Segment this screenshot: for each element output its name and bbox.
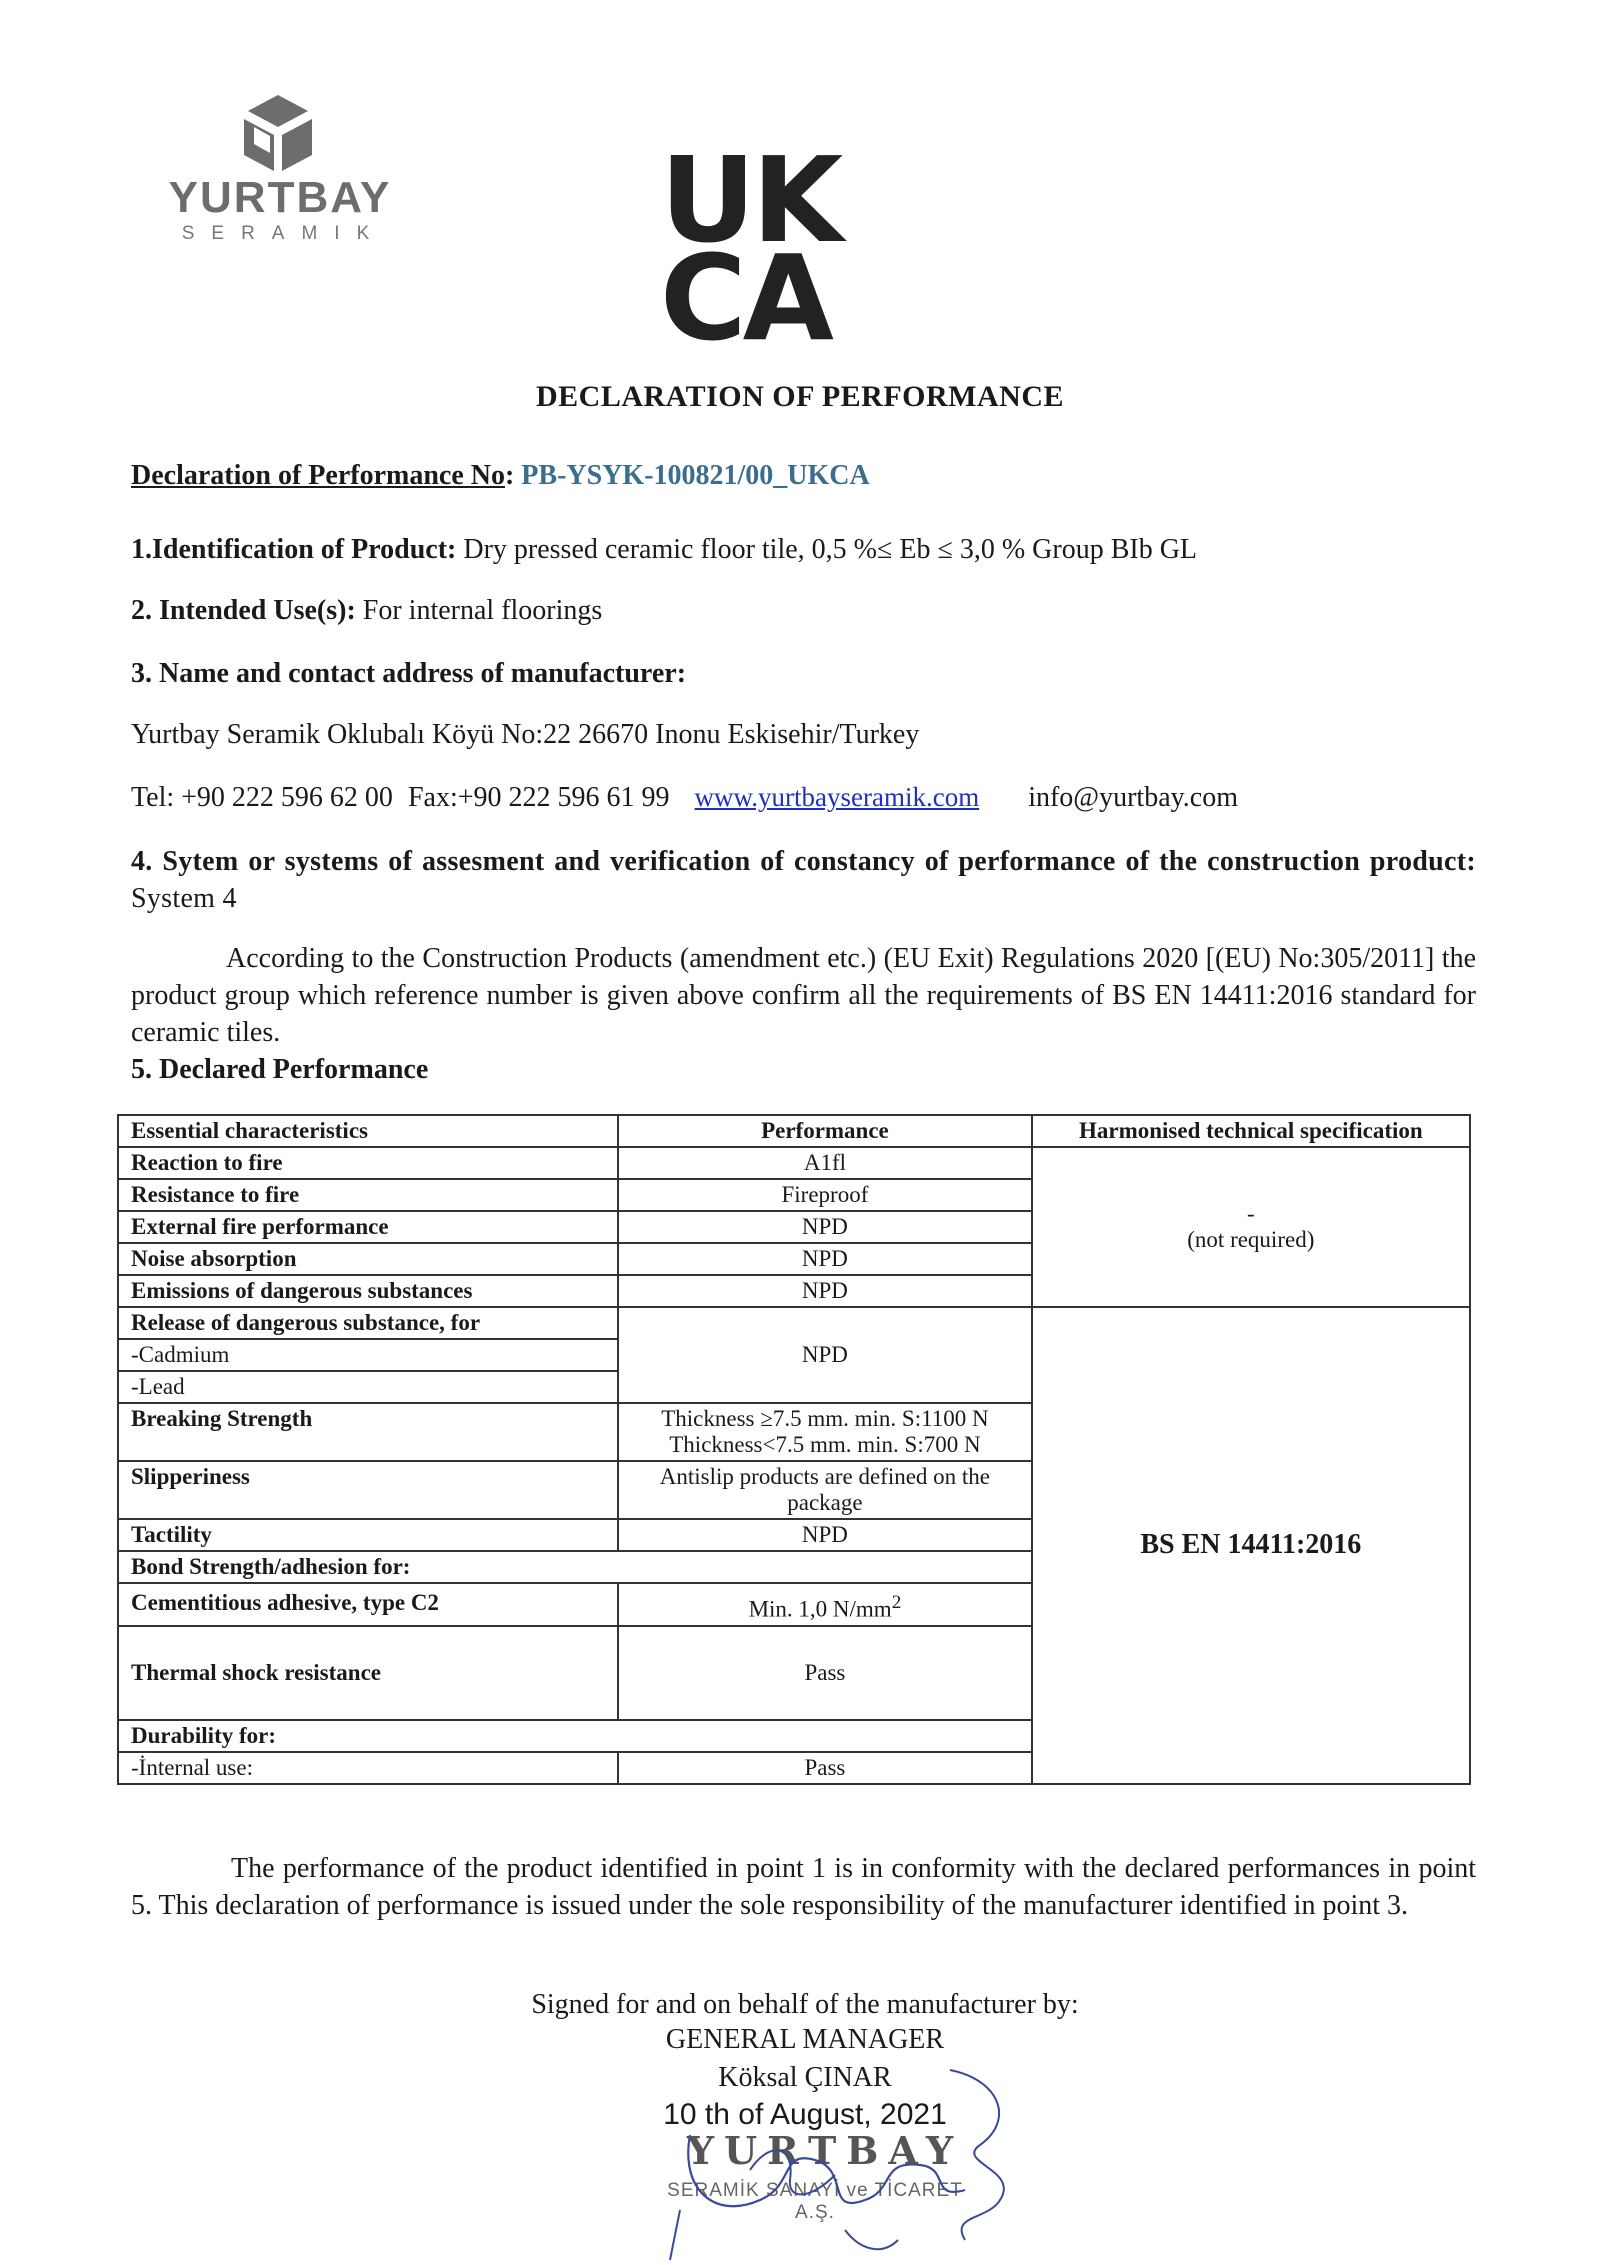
signed-on-behalf: Signed for and on behalf of the manufacturer by: (531, 1989, 1079, 2020)
product-identification (131, 532, 1476, 568)
performance-cell: NPD (618, 1243, 1031, 1275)
ukca-mark (660, 131, 870, 367)
characteristic-cell: Reaction to fire (118, 1147, 618, 1179)
declared-performance-heading (131, 1052, 1476, 1088)
handwritten-signature (620, 2050, 1040, 2265)
table-row (118, 1307, 1470, 1339)
spec-not-required: (not required) (1187, 1227, 1315, 1252)
item2-text: For internal floorings (362, 595, 603, 626)
item1-label: 1.Identification of Product: (131, 534, 457, 565)
item3-label: 3. Name and contact address of manufacturer: (131, 658, 687, 689)
characteristic-cell: Tactility (118, 1519, 618, 1551)
characteristic-cell: External fire performance (118, 1211, 618, 1243)
performance-cell: Pass (618, 1626, 1031, 1720)
regulation-paragraph: According to the Construction Products (amendment etc.) (EU Exit) Regulations 2020 [(EU) No:305/2011] the product group which reference number is given above confirm all the requirements of BS EN 14411:2016 standard for ceramic tiles. (131, 943, 1476, 1048)
logo-wordmark: YURTBAY (168, 173, 392, 222)
performance-cell (618, 1403, 1031, 1461)
adhesion-value: Min. 1,0 N/mm (748, 1596, 892, 1622)
characteristic-cell: Resistance to fire (118, 1179, 618, 1211)
performance-cell: Pass (618, 1752, 1031, 1784)
characteristic-cell: Thermal shock resistance (118, 1626, 618, 1720)
website-link[interactable]: www.yurtbayseramik.com (694, 782, 980, 812)
performance-cell: NPD (618, 1211, 1031, 1243)
item2-label: 2. Intended Use(s): (131, 595, 356, 626)
performance-cell: NPD (618, 1275, 1031, 1307)
dop-number-value: PB-YSYK-100821/00_UKCA (521, 460, 870, 491)
item1-text: Dry pressed ceramic floor tile, 0,5 %≤ Eb ≤ 3,0 % Group BIb GL (463, 534, 1198, 565)
yurtbay-logo (145, 95, 415, 255)
conformity-statement: The performance of the product identified in point 1 is in conformity with the declared performances in point 5. This declaration of performance is issued under the sole responsibility of the manufacturer identified in point 3. (131, 1853, 1476, 1921)
performance-table (117, 1114, 1471, 1785)
manufacturer-address: Yurtbay Seramik Oklubalı Köyü No:22 26670 Inonu Eskisehir/Turkey (131, 719, 920, 750)
dop-number-label: Declaration of Performance No (131, 460, 505, 491)
dop-number-line: Declaration of Performance No: PB-YSYK-100821/00_UKCA (131, 460, 870, 491)
breaking-strength-line2: Thickness<7.5 mm. min. S:700 N (669, 1432, 981, 1457)
characteristic-cell: Bond Strength/adhesion for: (118, 1551, 1032, 1583)
header-performance: Performance (618, 1115, 1031, 1147)
assessment-system (131, 843, 1476, 917)
document-title: DECLARATION OF PERFORMANCE (536, 380, 1064, 413)
performance-cell: Antislip products are defined on the package (618, 1461, 1031, 1519)
characteristic-cell: -İnternal use: (118, 1752, 618, 1784)
performance-cell: NPD (618, 1307, 1031, 1403)
characteristic-cell: Release of dangerous substance, for (118, 1307, 618, 1339)
adhesion-unit-exponent: 2 (891, 1592, 902, 1613)
performance-cell (618, 1583, 1031, 1626)
characteristic-cell: Slipperiness (118, 1461, 618, 1519)
manufacturer-heading (131, 656, 1476, 692)
stamp-company-name: YURTBAY (686, 2128, 964, 2173)
spec-standard-cell: BS EN 14411:2016 (1032, 1307, 1470, 1784)
item4-text: System 4 (131, 883, 237, 914)
characteristic-cell: Noise absorption (118, 1243, 618, 1275)
breaking-strength-line1: Thickness ≥7.5 mm. min. S:1100 N (661, 1406, 989, 1431)
intended-use (131, 593, 1476, 629)
ukca-mark-line2: CA (660, 229, 830, 367)
contact-tel: Tel: +90 222 596 62 00 (131, 782, 393, 813)
logo-cube-icon (240, 95, 316, 173)
signature-date: 10 th of August, 2021 (663, 2098, 947, 2131)
signatory-title: GENERAL MANAGER (665, 2024, 945, 2055)
characteristic-cell: Cementitious adhesive, type C2 (118, 1583, 618, 1626)
performance-cell: NPD (618, 1519, 1031, 1551)
contact-email: info@yurtbay.com (1028, 782, 1239, 813)
ukca-mark-line1: UK (660, 131, 840, 269)
characteristic-cell: Durability for: (118, 1720, 1032, 1752)
spec-dash: - (1246, 1201, 1255, 1226)
item5-label: 5. Declared Performance (131, 1054, 429, 1085)
performance-cell: Fireproof (618, 1179, 1031, 1211)
performance-cell: A1fl (618, 1147, 1031, 1179)
signatory-name: Köksal ÇINAR (718, 2062, 892, 2093)
table-row (118, 1147, 1470, 1179)
stamp-company-subtitle: SERAMİK SANAYİ ve TİCARET A.Ş. (667, 2180, 963, 2223)
characteristic-cell: Breaking Strength (118, 1403, 618, 1461)
characteristic-cell: -Cadmium (118, 1339, 618, 1371)
characteristic-cell: -Lead (118, 1371, 618, 1403)
contact-line (131, 779, 1476, 816)
contact-fax: Fax:+90 222 596 61 99 (407, 782, 670, 813)
table-header-row (118, 1115, 1470, 1147)
spec-not-required-cell (1032, 1147, 1470, 1307)
characteristic-cell: Emissions of dangerous substances (118, 1275, 618, 1307)
item4-label: 4. Sytem or systems of assesment and verification of constancy of performance of the construction product: (131, 846, 1476, 877)
header-characteristics: Essential characteristics (118, 1115, 618, 1147)
logo-subtitle: SERAMIK (181, 223, 387, 244)
header-specification: Harmonised technical specification (1032, 1115, 1470, 1147)
